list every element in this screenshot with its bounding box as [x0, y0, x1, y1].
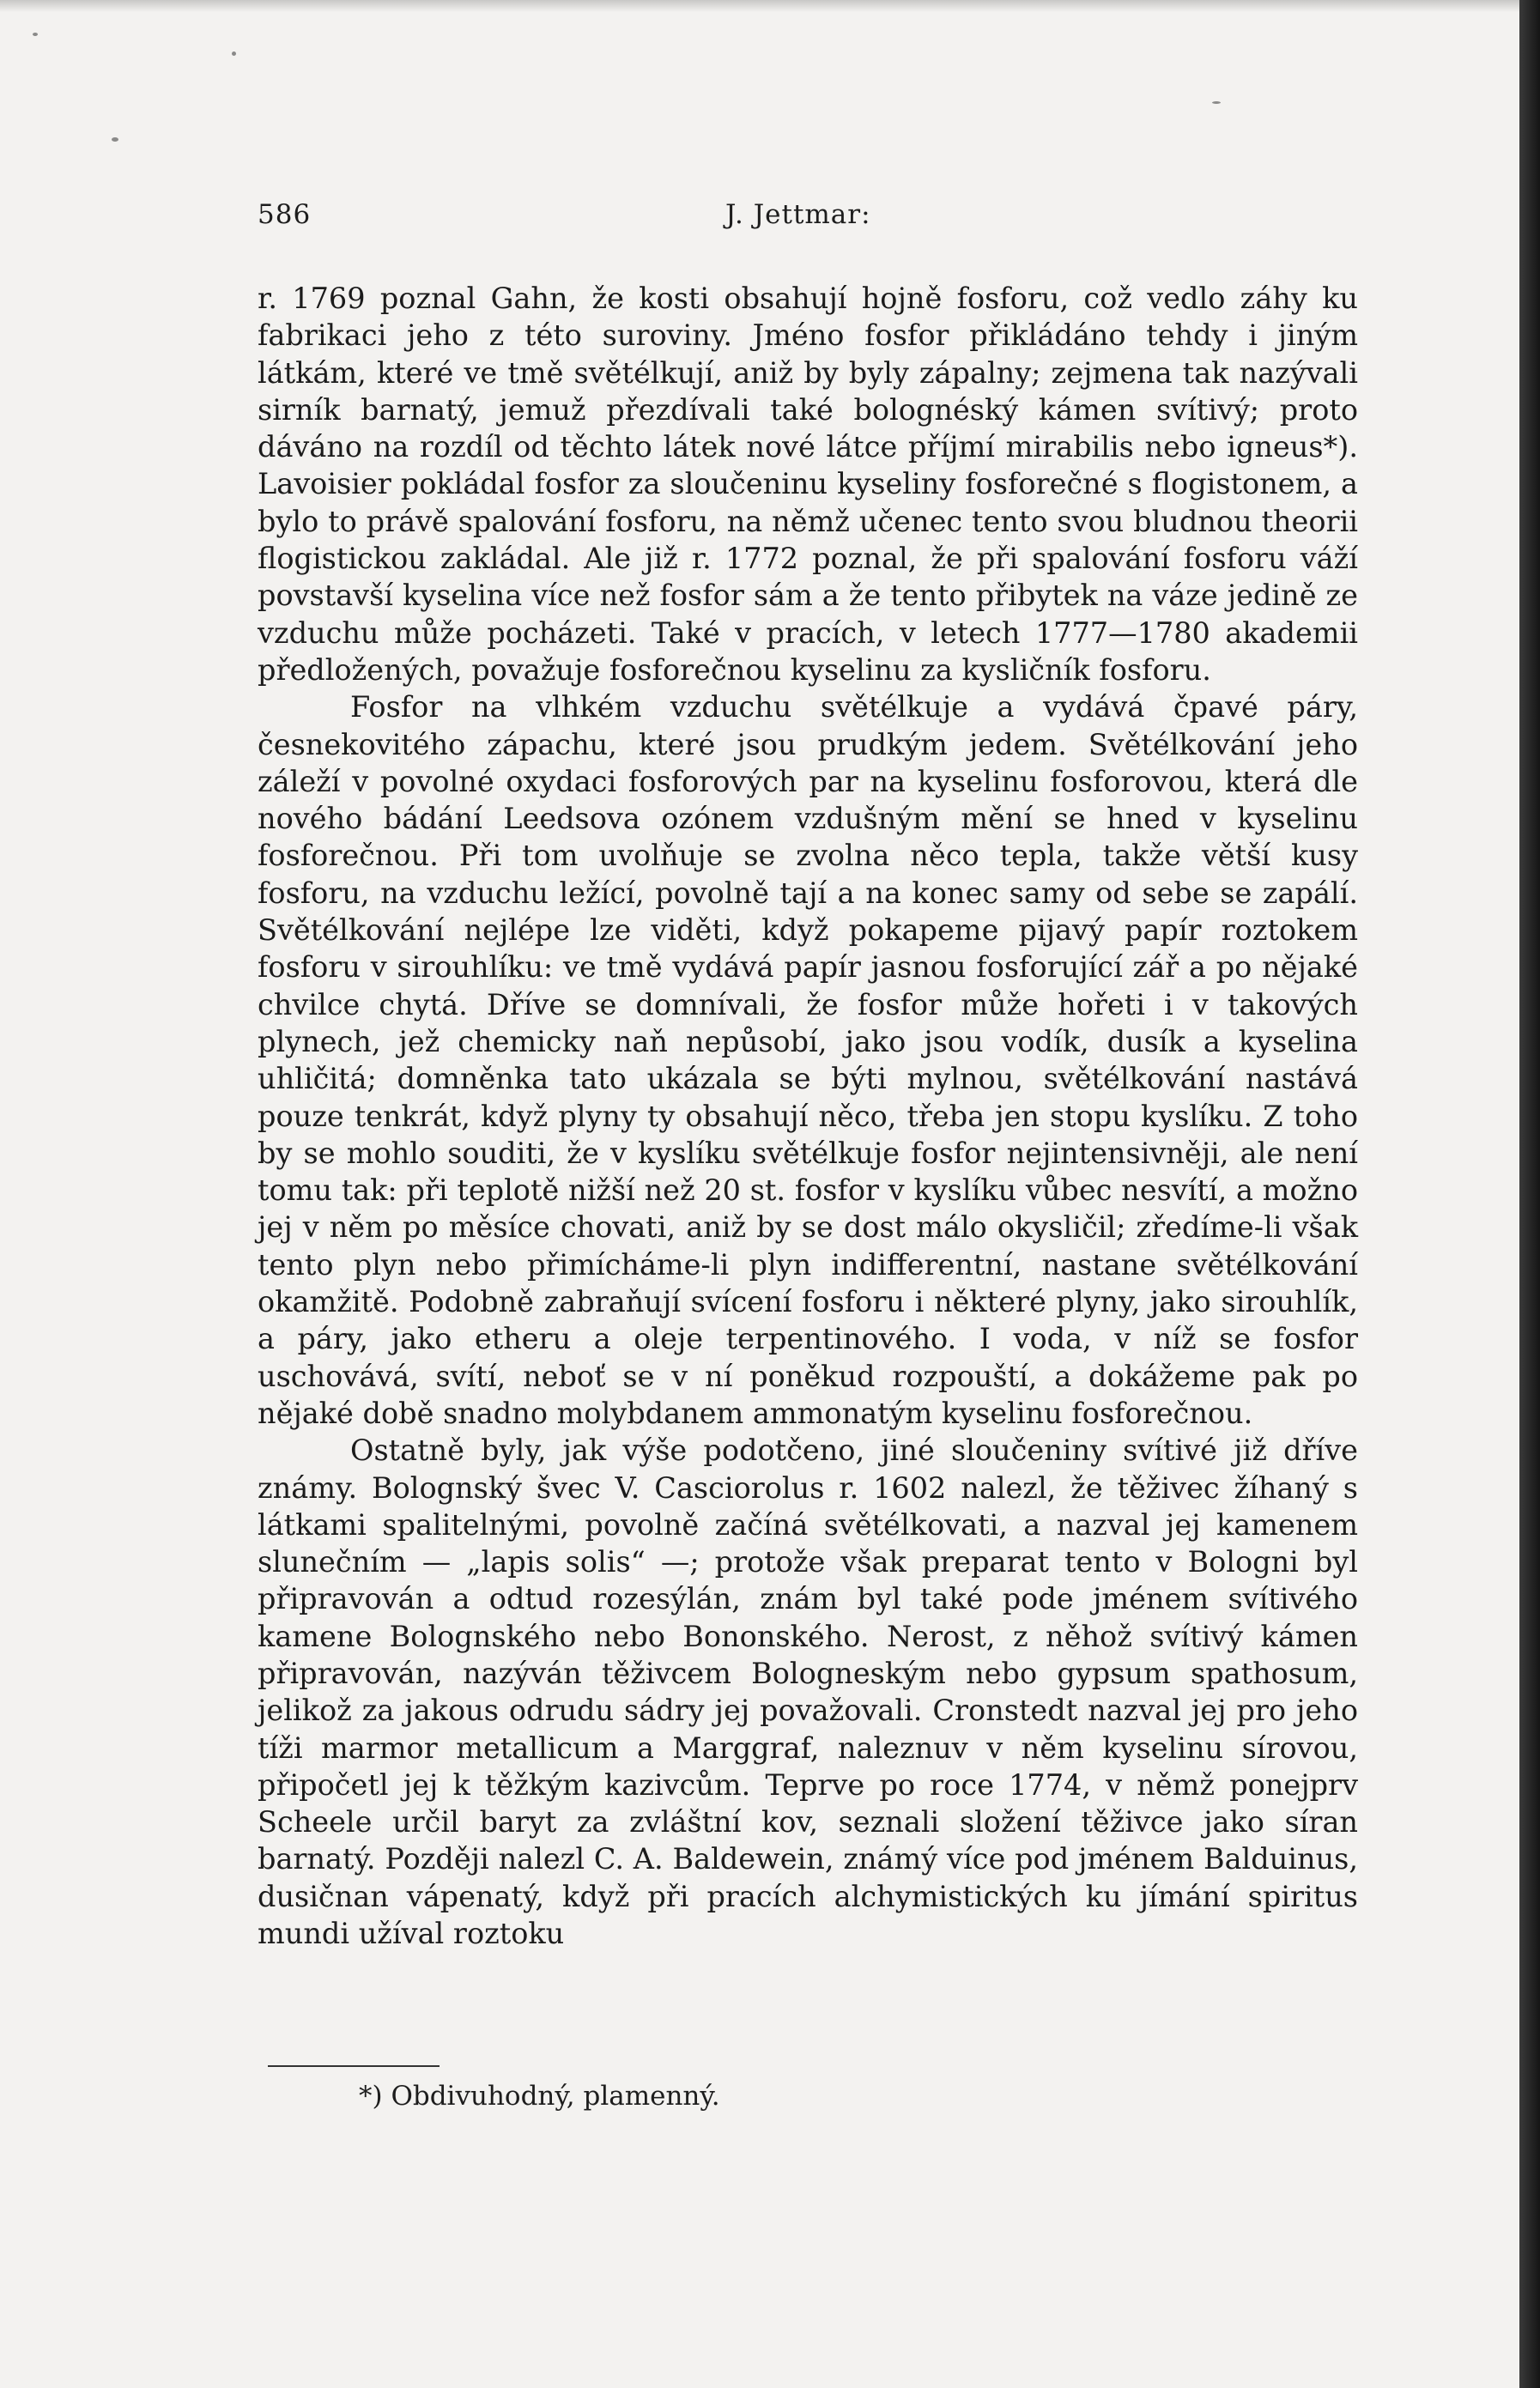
page-edge	[1519, 0, 1540, 2388]
speck	[232, 52, 236, 56]
speck	[33, 33, 38, 36]
footnote-rule	[268, 2065, 440, 2067]
speck	[1212, 101, 1221, 104]
speck	[112, 137, 118, 142]
paragraph-3: Ostatně byly, jak výše podotčeno, jiné sloučeniny svítivé již dříve známy. Bolognský švec V. Casciorolus r. 1602 nalezl, že těživec žíhaný s látkami spalitelnými, povolně začíná světélkovati, a nazval jej kamenem slunečním — „lapis solis“ —; protože však preparat tento v Bologni byl připravován a odtud rozesýlán, znám byl také pode jménem svítivého kamene Bolognského nebo Bononského. Nerost, z něhož svítivý kámen připravován, nazýván těživcem Bologneským nebo gypsum spathosum, jelikož za jakous odrudu sádry jej považovali. Cronstedt nazval jej pro jeho tíži marmor metallicum a Marggraf, naleznuv v něm kyselinu sírovou, připočetl jej k těžkým kazivcům. Teprve po roce 1774, v němž ponejprv Scheele určil baryt za zvláštní kov, seznali složení těživce jako síran barnatý. Později nalezl C. A. Baldewein, známý více pod jménem Balduinus, dusičnan vápenatý, když při pracích alchymistických ku jímání spiritus mundi užíval roztoku	[258, 1433, 1358, 1951]
top-shadow	[0, 0, 1540, 12]
running-header	[258, 199, 1358, 244]
body-text	[258, 280, 1358, 1952]
paragraph-2: Fosfor na vlhkém vzduchu světélkuje a vydává čpavé páry, česnekovitého zápachu, které jsou prudkým jedem. Světélkování jeho záleží v povolné oxydaci fosforových par na kyselinu fosforovou, která dle nového bádání Leedsova ozónem vzdušným mění se hned v kyselinu fosforečnou. Při tom uvolňuje se zvolna něco tepla, takže větší kusy fosforu, na vzduchu ležící, povolně tají a na konec samy od sebe se zapálí. Světélkování nejlépe lze viděti, když pokapeme pijavý papír roztokem fosforu v sirouhlíku: ve tmě vydává papír jasnou fosforující zář a po nějaké chvilce chytá. Dříve se domnívali, že fosfor může hořeti i v takových plynech, jež chemicky naň nepůsobí, jako jsou vodík, dusík a kyselina uhličitá; domněnka tato ukázala se býti mylnou, světélkování nastává pouze tenkrát, když plyny ty obsahují něco, třeba jen stopu kyslíku. Z toho by se mohlo souditi, že v kyslíku světélkuje fosfor nejintensivněji, ale není tomu tak: při teplotě nižší než 20 st. fosfor v kyslíku vůbec nesvítí, a možno jej v něm po měsíce chovati, aniž by se dost málo okysličil; zředíme-li však tento plyn nebo přimícháme-li plyn indifferentní, nastane světélkování okamžitě. Podobně zabraňují svícení fosforu i některé plyny, jako sirouhlík, a páry, jako etheru a oleje terpentinového. I voda, v níž se fosfor uschovává, svítí, neboť se v ní poněkud rozpouští, a dokážeme pak po nějaké době snadno molybdanem ammonatým kyselinu fosforečnou.	[258, 690, 1358, 1430]
paragraph-1: r. 1769 poznal Gahn, že kosti obsahují hojně fosforu, což vedlo záhy ku fabrikaci jeho z této suroviny. Jméno fosfor přikládáno tehdy i jiným látkám, které ve tmě světélkují, aniž by byly zápalny; zejmena tak nazývali sirník barnatý, jemuž přezdívali také bolognéský kámen svítivý; proto dáváno na rozdíl od těchto látek nové látce příjmí mirabilis nebo igneus*). Lavoisier pokládal fosfor za sloučeninu kyseliny fosforečné s flogistonem, a bylo to právě spalování fosforu, na němž učenec tento svou bludnou theorii flogistickou zakládal. Ale již r. 1772 poznal, že při spalování fosforu váží povstavší kyselina více než fosfor sám a že tento přibytek na váze jedině ze vzduchu může pocházeti. Také v pracích, v letech 1777—1780 akademii předložených, považuje fosforečnou kyselinu za kysličník fosforu.	[258, 282, 1358, 687]
page-number: 586	[258, 199, 312, 230]
footnote: *) Obdivuhodný, plamenný.	[359, 2081, 720, 2112]
running-head-author: J. Jettmar:	[725, 199, 871, 230]
